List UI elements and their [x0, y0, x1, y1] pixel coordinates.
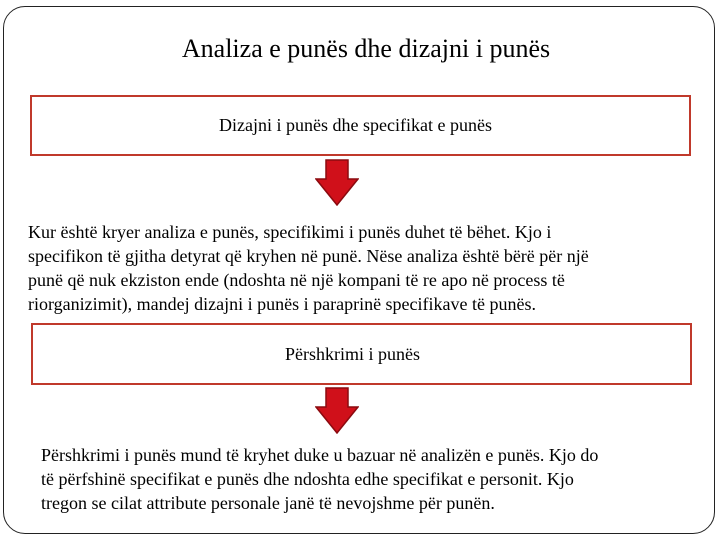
box-job-design [30, 95, 691, 156]
paragraph-line: riorganizimit), mandej dizajni i punës i paraprinë specifikave të punës. [28, 294, 536, 314]
paragraph-line: tregon se cilat attribute personale janë të nevojshme për punën. [41, 493, 495, 513]
box-job-description [31, 323, 692, 385]
paragraph-line: specifikon të gjitha detyrat që kryhen në punë. Nëse analiza është bërë për një [28, 246, 589, 266]
paragraph-line: të përfshinë specifikat e punës dhe ndoshta edhe specifikat e personit. Kjo [41, 469, 574, 489]
slide-title: Analiza e punës dhe dizajni i punës [181, 34, 551, 63]
box-job-description-label: Përshkrimi i punës [285, 343, 420, 364]
down-arrow-icon [315, 387, 359, 434]
paragraph-line: punë që nuk ekziston ende (ndoshta në një kompani të re apo në process të [28, 270, 565, 290]
paragraph-job-specification [28, 220, 688, 316]
paragraph-line: Përshkrimi i punës mund të kryhet duke u bazuar në analizën e punës. Kjo do [41, 445, 599, 465]
paragraph-line: Kur është kryer analiza e punës, specifikimi i punës duhet të bëhet. Kjo i [28, 222, 552, 242]
down-arrow-icon [315, 159, 359, 206]
box-job-design-label: Dizajni i punës dhe specifikat e punës [219, 115, 492, 135]
paragraph-job-description [41, 443, 691, 515]
